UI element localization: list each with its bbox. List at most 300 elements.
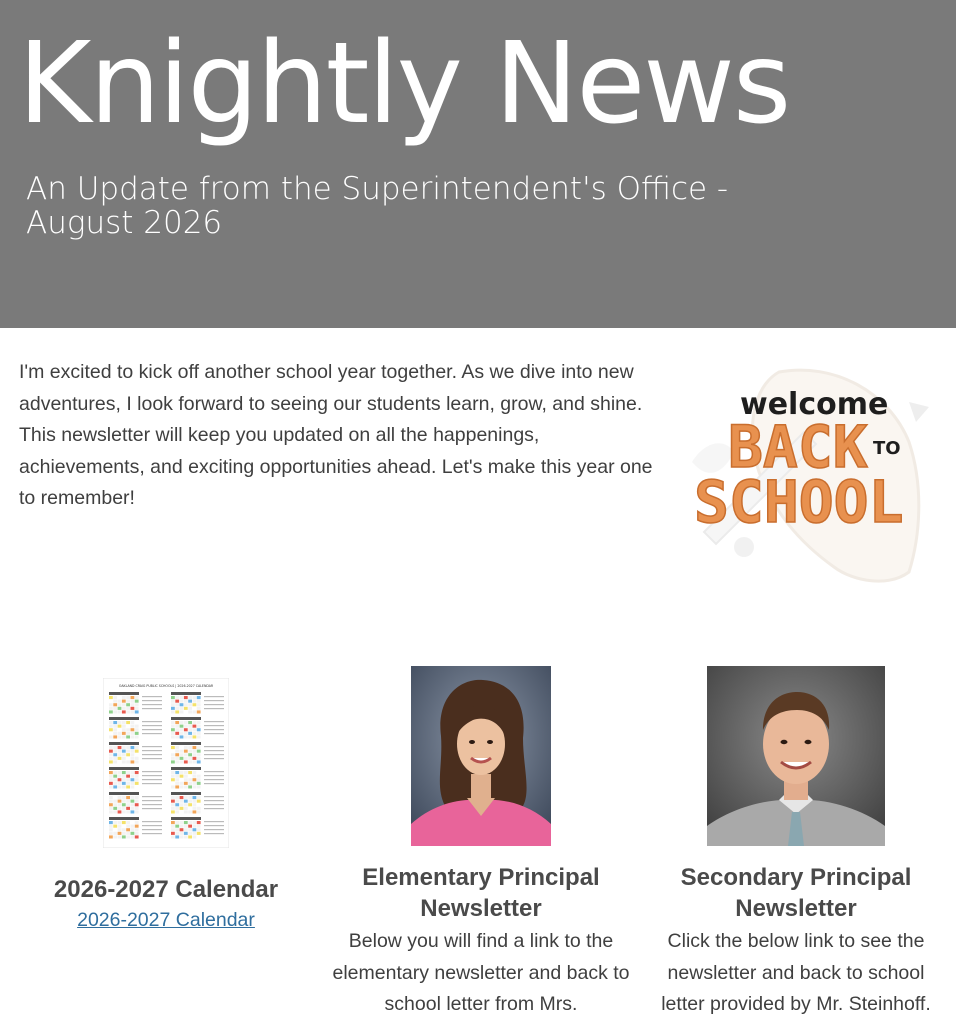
calendar-note-line (142, 796, 162, 797)
calendar-link[interactable]: 2026-2027 Calendar (77, 909, 255, 931)
calendar-day-cell (135, 757, 139, 760)
calendar-day-cell (126, 825, 130, 828)
calendar-column (16, 666, 316, 936)
to-word: TO (873, 438, 901, 459)
calendar-day-cell (193, 796, 197, 799)
calendar-note-line (204, 800, 224, 801)
calendar-day-cell (175, 828, 179, 831)
calendar-day-cell (122, 760, 126, 763)
calendar-note-line (142, 700, 162, 701)
calendar-day-cell (175, 775, 179, 778)
calendar-day-cell (113, 746, 117, 749)
calendar-day-cell (131, 810, 135, 813)
calendar-day-cell (135, 750, 139, 753)
calendar-month-header (171, 817, 201, 820)
calendar-day-cell (131, 832, 135, 835)
calendar-day-cell (131, 782, 135, 785)
calendar-note-line (142, 783, 162, 784)
calendar-day-cell (193, 821, 197, 824)
calendar-day-cell (193, 725, 197, 728)
calendar-day-cell (109, 750, 113, 753)
calendar-note-line (204, 758, 224, 759)
calendar-day-cell (193, 810, 197, 813)
calendar-day-cell (118, 746, 122, 749)
calendar-day-cell (126, 828, 130, 831)
calendar-day-cell (184, 732, 188, 735)
calendar-day-cell (188, 707, 192, 710)
calendar-thumbnail-header: OAKLAND CRAIG PUBLIC SCHOOLS | 2026-2027 CALENDAR (118, 684, 214, 688)
calendar-day-cell (180, 771, 184, 774)
calendar-day-cell (175, 821, 179, 824)
calendar-day-cell (131, 803, 135, 806)
elementary-newsletter-title: Elementary Principal Newsletter (362, 864, 600, 922)
calendar-day-cell (188, 721, 192, 724)
calendar-day-cell (175, 721, 179, 724)
calendar-day-cell (188, 725, 192, 728)
calendar-day-cell (122, 757, 126, 760)
calendar-day-cell (180, 782, 184, 785)
calendar-day-cell (197, 710, 201, 713)
calendar-day-cell (118, 721, 122, 724)
calendar-day-cell (180, 785, 184, 788)
calendar-day-cell (118, 735, 122, 738)
calendar-day-cell (118, 782, 122, 785)
calendar-month-header (171, 742, 201, 745)
calendar-day-cell (109, 835, 113, 838)
calendar-day-cell (122, 703, 126, 706)
calendar-day-cell (188, 771, 192, 774)
calendar-day-cell (175, 707, 179, 710)
calendar-note-line (142, 729, 162, 730)
calendar-day-cell (197, 757, 201, 760)
calendar-day-cell (109, 707, 113, 710)
calendar-note-line (204, 779, 224, 780)
calendar-day-cell (171, 732, 175, 735)
school-word: SCHOOL (694, 468, 904, 536)
calendar-day-cell (197, 746, 201, 749)
calendar-day-cell (118, 835, 122, 838)
calendar-day-cell (118, 832, 122, 835)
calendar-day-cell (193, 835, 197, 838)
calendar-day-cell (197, 821, 201, 824)
calendar-day-cell (113, 785, 117, 788)
calendar-day-cell (109, 753, 113, 756)
calendar-day-cell (118, 785, 122, 788)
calendar-day-cell (118, 796, 122, 799)
calendar-day-cell (109, 728, 113, 731)
calendar-month-header (171, 717, 201, 720)
calendar-day-cell (122, 753, 126, 756)
calendar-note-line (204, 708, 224, 709)
calendar-note-line (204, 733, 224, 734)
calendar-day-cell (184, 725, 188, 728)
calendar-day-cell (135, 810, 139, 813)
calendar-day-cell (188, 782, 192, 785)
calendar-day-cell (131, 807, 135, 810)
calendar-day-cell (113, 782, 117, 785)
calendar-day-cell (197, 771, 201, 774)
calendar-day-cell (180, 778, 184, 781)
calendar-day-cell (184, 707, 188, 710)
calendar-day-cell (180, 696, 184, 699)
calendar-day-cell (122, 728, 126, 731)
calendar-note-line (204, 696, 224, 697)
calendar-month-header (171, 792, 201, 795)
calendar-day-cell (188, 835, 192, 838)
calendar-day-cell (109, 810, 113, 813)
calendar-day-cell (126, 757, 130, 760)
calendar-day-cell (135, 725, 139, 728)
newsletter-header (0, 0, 956, 328)
calendar-note-line (142, 708, 162, 709)
calendar-day-cell (193, 807, 197, 810)
intro-paragraph: I'm excited to kick off another school year together. As we dive into new adventures, I look forward to seeing our students learn, grow, and shine. This newsletter will keep you updated on all the happenings, achievements, and exciting opportunities ahead. Let's make this year one to remember! (19, 361, 653, 509)
calendar-day-cell (180, 825, 184, 828)
calendar-day-cell (197, 703, 201, 706)
calendar-day-cell (113, 803, 117, 806)
calendar-day-cell (197, 810, 201, 813)
calendar-day-cell (175, 732, 179, 735)
calendar-day-cell (126, 735, 130, 738)
calendar-note-line (142, 833, 162, 834)
welcome-word: welcome (740, 387, 889, 422)
calendar-day-cell (197, 735, 201, 738)
calendar-month-header (109, 792, 139, 795)
calendar-day-cell (184, 803, 188, 806)
calendar-day-cell (193, 828, 197, 831)
calendar-day-cell (197, 825, 201, 828)
calendar-day-cell (131, 746, 135, 749)
calendar-day-cell (135, 728, 139, 731)
calendar-day-cell (188, 746, 192, 749)
calendar-day-cell (175, 757, 179, 760)
calendar-day-cell (122, 700, 126, 703)
calendar-day-cell (122, 807, 126, 810)
calendar-day-cell (197, 728, 201, 731)
calendar-day-cell (135, 732, 139, 735)
calendar-day-cell (180, 700, 184, 703)
calendar-day-cell (184, 710, 188, 713)
calendar-day-cell (113, 821, 117, 824)
calendar-day-cell (193, 728, 197, 731)
calendar-day-cell (184, 703, 188, 706)
calendar-day-cell (113, 825, 117, 828)
calendar-day-cell (193, 771, 197, 774)
calendar-day-cell (197, 800, 201, 803)
calendar-month-header (171, 767, 201, 770)
calendar-day-cell (135, 828, 139, 831)
calendar-day-cell (109, 760, 113, 763)
calendar-day-cell (118, 800, 122, 803)
calendar-day-cell (193, 825, 197, 828)
calendar-day-cell (184, 753, 188, 756)
calendar-day-cell (180, 810, 184, 813)
calendar-day-cell (109, 825, 113, 828)
calendar-day-cell (188, 735, 192, 738)
calendar-day-cell (171, 753, 175, 756)
calendar-day-cell (180, 800, 184, 803)
calendar-note-line (204, 775, 224, 776)
calendar-day-cell (193, 746, 197, 749)
calendar-note-line (204, 700, 224, 701)
calendar-day-cell (193, 703, 197, 706)
calendar-day-cell (135, 753, 139, 756)
calendar-day-cell (188, 800, 192, 803)
calendar-day-cell (122, 750, 126, 753)
calendar-note-line (204, 783, 224, 784)
elementary-principal-photo (411, 666, 551, 846)
calendar-day-cell (122, 721, 126, 724)
calendar-day-cell (188, 732, 192, 735)
calendar-day-cell (118, 825, 122, 828)
calendar-day-cell (184, 785, 188, 788)
calendar-day-cell (109, 746, 113, 749)
calendar-day-cell (188, 775, 192, 778)
calendar-day-cell (109, 710, 113, 713)
calendar-day-cell (135, 835, 139, 838)
calendar-day-cell (197, 832, 201, 835)
calendar-day-cell (188, 750, 192, 753)
calendar-day-cell (175, 778, 179, 781)
calendar-note-line (204, 829, 224, 830)
calendar-day-cell (193, 832, 197, 835)
calendar-day-cell (171, 710, 175, 713)
calendar-day-cell (197, 753, 201, 756)
calendar-day-cell (135, 703, 139, 706)
calendar-day-cell (180, 803, 184, 806)
calendar-day-cell (171, 800, 175, 803)
calendar-day-cell (113, 721, 117, 724)
calendar-day-cell (180, 725, 184, 728)
calendar-day-cell (184, 746, 188, 749)
calendar-month-header (109, 767, 139, 770)
calendar-day-cell (122, 696, 126, 699)
calendar-day-cell (197, 750, 201, 753)
calendar-note-line (204, 804, 224, 805)
calendar-day-cell (175, 785, 179, 788)
calendar-day-cell (118, 760, 122, 763)
calendar-day-cell (135, 785, 139, 788)
calendar-day-cell (188, 760, 192, 763)
calendar-day-cell (171, 778, 175, 781)
calendar-day-cell (197, 696, 201, 699)
calendar-day-cell (184, 835, 188, 838)
calendar-day-cell (118, 696, 122, 699)
calendar-note-line (204, 833, 224, 834)
calendar-day-cell (188, 753, 192, 756)
calendar-note-line (142, 750, 162, 751)
calendar-day-cell (175, 803, 179, 806)
calendar-day-cell (188, 796, 192, 799)
calendar-day-cell (175, 796, 179, 799)
calendar-day-cell (171, 807, 175, 810)
calendar-day-cell (171, 696, 175, 699)
calendar-day-cell (193, 778, 197, 781)
calendar-day-cell (109, 821, 113, 824)
calendar-day-cell (113, 753, 117, 756)
calendar-note-line (204, 808, 224, 809)
calendar-note-line (142, 746, 162, 747)
calendar-day-cell (131, 757, 135, 760)
calendar-day-cell (131, 796, 135, 799)
calendar-month-header (109, 817, 139, 820)
calendar-day-cell (188, 825, 192, 828)
calendar-day-cell (135, 696, 139, 699)
calendar-day-cell (175, 700, 179, 703)
calendar-day-cell (126, 821, 130, 824)
calendar-day-cell (118, 732, 122, 735)
calendar-month-header (171, 692, 201, 695)
calendar-day-cell (171, 760, 175, 763)
calendar-day-cell (197, 782, 201, 785)
calendar-day-cell (135, 760, 139, 763)
calendar-day-cell (184, 775, 188, 778)
calendar-day-cell (175, 760, 179, 763)
calendar-day-cell (131, 785, 135, 788)
calendar-day-cell (131, 703, 135, 706)
calendar-day-cell (171, 832, 175, 835)
calendar-day-cell (126, 732, 130, 735)
calendar-note-line (204, 729, 224, 730)
calendar-day-cell (175, 800, 179, 803)
calendar-day-cell (175, 710, 179, 713)
calendar-note-line (142, 825, 162, 826)
secondary-newsletter-text: Click the below link to see the newsletter and back to school letter provided by Mr. Steinhoff. (661, 930, 931, 1015)
calendar-day-cell (193, 721, 197, 724)
calendar-day-cell (197, 785, 201, 788)
calendar-day-cell (197, 807, 201, 810)
calendar-day-cell (188, 703, 192, 706)
calendar-day-cell (109, 735, 113, 738)
calendar-day-cell (118, 828, 122, 831)
calendar-day-cell (135, 821, 139, 824)
calendar-day-cell (113, 828, 117, 831)
calendar-day-cell (175, 832, 179, 835)
calendar-day-cell (184, 771, 188, 774)
back-word: BACK (728, 413, 868, 481)
calendar-day-cell (122, 735, 126, 738)
calendar-day-cell (135, 710, 139, 713)
calendar-day-cell (188, 828, 192, 831)
newsletter-title: Knightly News (18, 19, 790, 149)
calendar-day-cell (184, 760, 188, 763)
calendar-day-cell (126, 710, 130, 713)
calendar-day-cell (188, 757, 192, 760)
calendar-day-cell (113, 800, 117, 803)
calendar-day-cell (171, 707, 175, 710)
calendar-note-line (204, 821, 224, 822)
calendar-day-cell (171, 728, 175, 731)
calendar-note-line (142, 821, 162, 822)
calendar-note-line (142, 733, 162, 734)
calendar-day-cell (180, 796, 184, 799)
calendar-day-cell (175, 807, 179, 810)
elementary-newsletter-column (331, 666, 631, 1021)
calendar-day-cell (122, 828, 126, 831)
calendar-note-line (142, 696, 162, 697)
calendar-day-cell (118, 703, 122, 706)
calendar-day-cell (135, 778, 139, 781)
calendar-day-cell (122, 775, 126, 778)
calendar-day-cell (180, 707, 184, 710)
calendar-day-cell (122, 778, 126, 781)
calendar-day-cell (171, 750, 175, 753)
calendar-day-cell (180, 807, 184, 810)
calendar-day-cell (171, 796, 175, 799)
calendar-day-cell (188, 810, 192, 813)
calendar-thumbnail[interactable] (103, 678, 229, 848)
calendar-day-cell (126, 775, 130, 778)
calendar-day-cell (193, 803, 197, 806)
welcome-back-to-school-image (684, 362, 934, 592)
calendar-day-cell (171, 821, 175, 824)
calendar-month-header (109, 742, 139, 745)
calendar-day-cell (180, 703, 184, 706)
calendar-day-cell (118, 807, 122, 810)
calendar-day-cell (184, 821, 188, 824)
calendar-day-cell (180, 732, 184, 735)
calendar-day-cell (184, 825, 188, 828)
calendar-day-cell (135, 800, 139, 803)
calendar-note-line (142, 771, 162, 772)
calendar-day-cell (175, 835, 179, 838)
calendar-day-cell (197, 796, 201, 799)
calendar-day-cell (184, 832, 188, 835)
calendar-note-line (204, 746, 224, 747)
calendar-day-cell (188, 821, 192, 824)
calendar-day-cell (113, 728, 117, 731)
calendar-day-cell (126, 800, 130, 803)
calendar-day-cell (126, 750, 130, 753)
calendar-day-cell (188, 700, 192, 703)
calendar-day-cell (113, 732, 117, 735)
calendar-day-cell (126, 807, 130, 810)
calendar-day-cell (122, 732, 126, 735)
calendar-day-cell (122, 782, 126, 785)
calendar-day-cell (131, 753, 135, 756)
calendar-day-cell (122, 825, 126, 828)
calendar-day-cell (193, 757, 197, 760)
calendar-day-cell (171, 725, 175, 728)
calendar-day-cell (180, 835, 184, 838)
calendar-day-cell (126, 778, 130, 781)
calendar-day-cell (180, 828, 184, 831)
calendar-day-cell (197, 775, 201, 778)
calendar-day-cell (131, 750, 135, 753)
calendar-day-cell (184, 696, 188, 699)
calendar-day-cell (175, 771, 179, 774)
calendar-day-cell (193, 735, 197, 738)
calendar-day-cell (118, 775, 122, 778)
calendar-day-cell (131, 778, 135, 781)
calendar-note-line (204, 796, 224, 797)
calendar-day-cell (193, 785, 197, 788)
calendar-day-cell (180, 750, 184, 753)
elementary-newsletter-text: Below you will find a link to the elementary newsletter and back to school letter from Mrs. (332, 930, 630, 1015)
calendar-day-cell (113, 757, 117, 760)
calendar-note-line (142, 758, 162, 759)
calendar-day-cell (109, 803, 113, 806)
calendar-day-cell (193, 696, 197, 699)
calendar-day-cell (113, 707, 117, 710)
calendar-day-cell (175, 753, 179, 756)
calendar-day-cell (122, 832, 126, 835)
calendar-day-cell (193, 760, 197, 763)
calendar-note-line (204, 825, 224, 826)
calendar-day-cell (118, 707, 122, 710)
calendar-day-cell (131, 710, 135, 713)
calendar-day-cell (131, 828, 135, 831)
